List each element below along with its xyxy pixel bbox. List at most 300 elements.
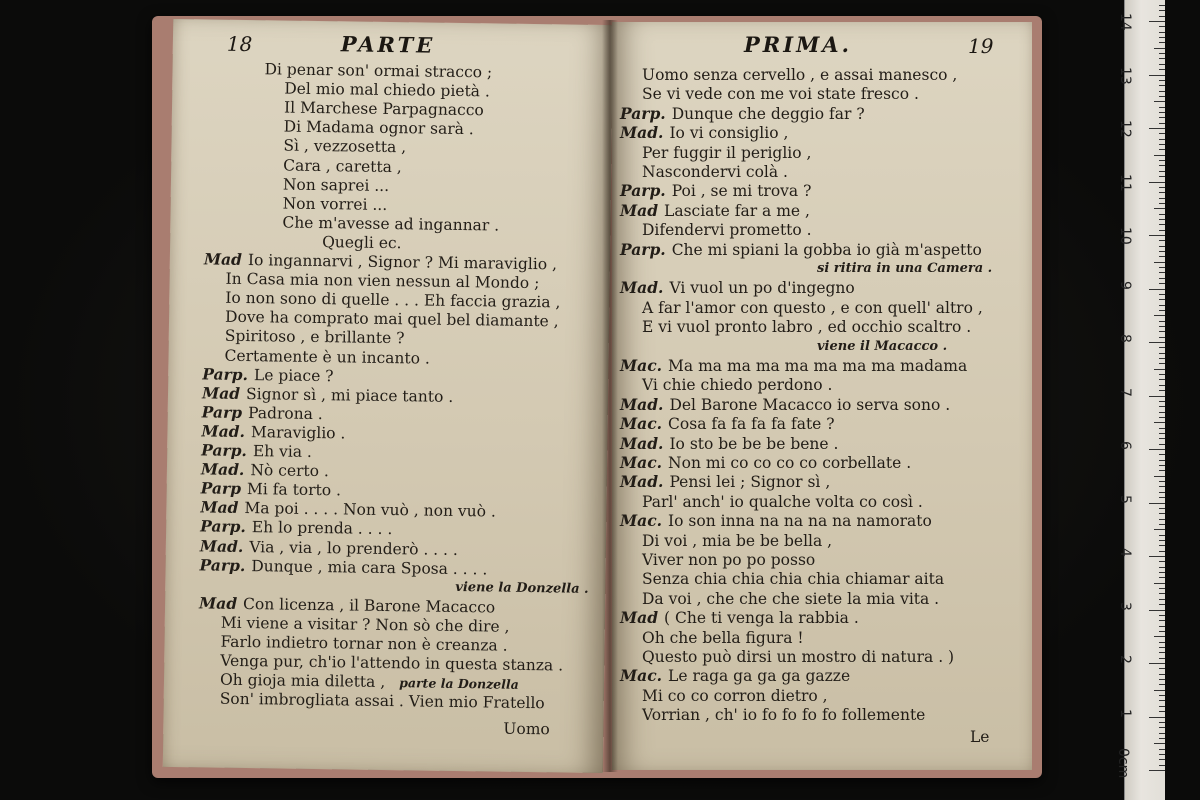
ruler-tick	[1149, 182, 1165, 183]
line-text: Senza chia chia chia chia chiamar aita	[642, 570, 945, 589]
ruler-tick	[1159, 604, 1165, 605]
line-text: Da voi , che che che siete la mia vita .	[642, 589, 940, 608]
verse-line	[642, 221, 812, 239]
ruler-tick	[1149, 449, 1165, 450]
ruler-tick	[1159, 321, 1165, 322]
line-text: Dunque che deggio far ?	[671, 104, 865, 123]
ruler-tick	[1149, 717, 1165, 718]
speaker-name: Mad	[201, 383, 241, 403]
speaker-name: Mad.	[201, 421, 246, 441]
ruler-tick	[1159, 765, 1165, 766]
ruler-tick	[1159, 658, 1165, 659]
ruler-tick	[1159, 513, 1165, 514]
ruler-number: 11	[1117, 173, 1133, 192]
speaker-name: Parp.	[200, 516, 246, 537]
ruler-number: 4	[1117, 548, 1133, 557]
right-page-number: 19	[968, 34, 994, 58]
ruler-tick	[1159, 347, 1165, 348]
verse-line	[201, 422, 345, 442]
ruler-tick	[1159, 460, 1165, 461]
ruler-tick	[1159, 176, 1165, 177]
stage-aside: parte la Donzella	[399, 675, 519, 693]
line-text: Io ingannarvi , Signor ? Mi maraviglio ,	[247, 251, 558, 274]
ruler-tick	[1159, 545, 1165, 546]
verse-line	[620, 435, 838, 453]
ruler-number: 2	[1117, 655, 1133, 664]
ruler-number: 7	[1117, 387, 1133, 397]
line-text: Spiritoso , e brillante ?	[224, 327, 405, 348]
line-text: Che m'avesse ad ingannar .	[282, 213, 500, 235]
ruler-tick	[1159, 722, 1165, 723]
verse-line	[620, 454, 911, 472]
ruler-tick	[1154, 743, 1165, 744]
speaker-name: Mac.	[620, 511, 663, 531]
speaker-name: Mad	[620, 608, 659, 628]
verse-line	[642, 493, 923, 511]
left-page	[163, 19, 613, 773]
ruler-tick	[1159, 519, 1165, 520]
ruler-number: 12	[1117, 120, 1133, 138]
ruler-number: 3	[1117, 601, 1133, 611]
verse-line	[264, 60, 492, 81]
book-gutter	[602, 20, 618, 772]
ruler-tick	[1154, 262, 1165, 263]
ruler-tick	[1159, 412, 1165, 413]
ruler-tick	[1159, 700, 1165, 701]
ruler-tick	[1149, 556, 1165, 557]
line-text: Nascondervi colà .	[642, 163, 788, 181]
ruler-tick	[1149, 610, 1165, 611]
ruler-tick	[1149, 770, 1165, 771]
ruler-tick	[1149, 128, 1165, 129]
ruler-tick	[1159, 310, 1165, 311]
right-page	[612, 22, 1032, 770]
ruler-tick	[1159, 433, 1165, 434]
ruler-tick	[1159, 684, 1165, 685]
ruler-tick	[1159, 593, 1165, 594]
speaker-name: Mac.	[620, 666, 663, 686]
ruler-tick	[1159, 444, 1165, 445]
ruler-tick	[1159, 358, 1165, 359]
speaker-name: Parp	[201, 402, 243, 422]
ruler-tick	[1159, 58, 1165, 59]
line-text: Se vi vede con me voi state fresco .	[642, 85, 919, 104]
speaker-name: Mac.	[620, 453, 663, 472]
line-text: Viver non po po posso	[642, 551, 816, 569]
ruler-tick	[1159, 133, 1165, 134]
ruler-tick	[1159, 299, 1165, 300]
verse-line	[322, 233, 402, 252]
line-text: Via , via , lo prenderò . . . .	[249, 537, 459, 559]
verse-line	[642, 648, 954, 666]
ruler-tick	[1159, 246, 1165, 247]
speaker-name: Mad.	[200, 459, 245, 480]
ruler-tick	[1159, 272, 1165, 273]
line-text: Cara , caretta ,	[283, 156, 402, 176]
line-text: In Casa mia non vien nessun al Mondo ;	[225, 269, 540, 293]
line-text: Nò certo .	[250, 461, 330, 481]
ruler-tick	[1159, 706, 1165, 707]
ruler-tick	[1154, 155, 1165, 156]
line-text: Maraviglio .	[250, 422, 346, 443]
verse-line	[220, 690, 545, 713]
line-text: Di Madama ognor sarà .	[283, 117, 474, 139]
ruler-number: 14	[1117, 13, 1133, 31]
ruler-tick	[1159, 42, 1165, 43]
ruler-tick	[1159, 10, 1165, 11]
verse-line	[620, 241, 982, 259]
ruler-tick	[1159, 305, 1165, 306]
ruler-tick	[1154, 529, 1165, 530]
line-text: Non mi co co co co corbellate .	[668, 454, 912, 472]
ruler-tick	[1159, 577, 1165, 578]
ruler-tick	[1149, 21, 1165, 22]
verse-line	[620, 396, 950, 414]
ruler-tick	[1159, 631, 1165, 632]
line-text: Eh lo prenda . . . .	[251, 518, 393, 539]
ruler-tick	[1159, 561, 1165, 562]
ruler-tick	[1149, 396, 1165, 397]
ruler-tick	[1154, 476, 1165, 477]
ruler-tick	[1149, 235, 1165, 236]
verse-line	[642, 629, 804, 647]
ruler-tick	[1154, 369, 1165, 370]
speaker-name: Parp	[200, 478, 242, 499]
ruler-tick	[1159, 326, 1165, 327]
ruler-tick	[1159, 749, 1165, 750]
verse-line	[642, 318, 971, 336]
line-text: Signor sì , mi piace tanto .	[245, 384, 454, 406]
ruler-tick	[1159, 198, 1165, 199]
stage-direction: viene la Donzella .	[455, 579, 589, 597]
ruler-tick	[1159, 647, 1165, 648]
ruler-tick	[1159, 674, 1165, 675]
ruler-tick	[1159, 117, 1165, 118]
speaker-name: Mad.	[620, 472, 664, 492]
ruler-tick	[1159, 80, 1165, 81]
line-text: Venga pur, ch'io l'attendo in questa stanza .	[220, 651, 564, 675]
line-text: Difendervi prometto .	[642, 221, 812, 240]
ruler-tick	[1159, 385, 1165, 386]
verse-line	[620, 609, 859, 627]
verse-line	[620, 512, 932, 530]
speaker-name: Mad	[203, 249, 243, 269]
speaker-name: Parp.	[620, 103, 666, 123]
line-text: Oh gioja mia diletta ,	[219, 670, 386, 692]
ruler-tick	[1149, 342, 1165, 343]
ruler-tick	[1159, 540, 1165, 541]
line-text: Per fuggir il periglio ,	[642, 143, 812, 162]
line-text: Io non sono di quelle . . . Eh faccia grazia ,	[225, 288, 561, 312]
line-text: Di penar son' ormai stracco ;	[264, 60, 493, 82]
measuring-ruler	[1115, 0, 1165, 800]
line-text: Certamente è un incanto .	[224, 346, 431, 368]
verse-line	[642, 687, 828, 705]
ruler-tick	[1159, 283, 1165, 284]
line-text: Il Marchese Parpagnacco	[283, 98, 484, 120]
speaker-name: Mad	[198, 593, 238, 613]
left-page-number: 18	[226, 31, 253, 57]
line-text: Le raga ga ga ga gazze	[668, 667, 851, 686]
line-text: Le piace ?	[253, 365, 334, 385]
ruler-tick	[1159, 374, 1165, 375]
line-text: Vi vuol un po d'ingegno	[669, 279, 855, 298]
verse-line	[202, 365, 334, 385]
ruler-tick	[1159, 642, 1165, 643]
line-text: Lasciate far a me ,	[664, 201, 810, 220]
ruler-tick	[1159, 524, 1165, 525]
ruler-tick	[1159, 203, 1165, 204]
ruler-tick	[1159, 278, 1165, 279]
speaker-name: Parp.	[202, 363, 249, 384]
line-text: Sì , vezzosetta ,	[283, 136, 407, 157]
verse-line	[642, 144, 811, 162]
verse-line	[201, 460, 329, 480]
line-text: Del Barone Macacco io serva sono .	[669, 395, 951, 414]
ruler-tick	[1159, 508, 1165, 509]
ruler-tick	[1159, 615, 1165, 616]
ruler-tick	[1159, 337, 1165, 338]
ruler-tick	[1154, 690, 1165, 691]
speaker-name: Mac.	[620, 356, 663, 375]
ruler-tick	[1159, 112, 1165, 113]
verse-line	[642, 532, 832, 550]
line-text: Questo può dirsi un mostro di natura . )	[642, 648, 955, 666]
speaker-name: Parp.	[620, 239, 666, 259]
verse-line	[620, 124, 788, 142]
ruler-tick	[1159, 727, 1165, 728]
ruler-number: 13	[1117, 66, 1133, 85]
stage-direction: viene il Macacco .	[817, 338, 948, 354]
verse-line	[284, 118, 474, 139]
ruler-tick	[1159, 256, 1165, 257]
verse-line	[283, 156, 402, 176]
ruler-tick	[1159, 379, 1165, 380]
verse-line	[201, 480, 342, 500]
line-text: Dunque , mia cara Sposa . . . .	[251, 556, 488, 578]
line-text: Ma poi . . . . Non vuò , non vuò .	[244, 499, 496, 521]
ruler-tick	[1159, 64, 1165, 65]
ruler-tick	[1159, 26, 1165, 27]
verse-line	[620, 667, 850, 685]
ruler-tick	[1159, 759, 1165, 760]
speaker-name: Mad.	[199, 535, 244, 556]
line-text: Farlo indietro tornar non è creanza .	[220, 632, 508, 655]
left-running-head: PARTE	[340, 31, 436, 58]
ruler-tick	[1159, 149, 1165, 150]
ruler-tick	[1159, 652, 1165, 653]
verse-line	[283, 137, 406, 157]
ruler-tick	[1159, 465, 1165, 466]
line-text: Ma ma ma ma ma ma ma ma madama	[668, 357, 968, 375]
line-text: Dove ha comprato mai quel bel diamante ,	[224, 308, 559, 331]
ruler-tick	[1159, 626, 1165, 627]
right-catchword: Le	[970, 728, 990, 746]
verse-line	[224, 346, 430, 367]
speaker-name: Parp.	[199, 554, 246, 575]
ruler-tick	[1149, 503, 1165, 504]
ruler-tick	[1154, 422, 1165, 423]
line-text: Che mi spiani la gobba io già m'aspetto	[671, 240, 982, 259]
verse-line	[284, 99, 484, 120]
speaker-name: Mad.	[620, 433, 664, 453]
line-text: Vi chie chiedo perdono .	[642, 376, 833, 395]
line-text: Uomo senza cervello , e assai manesco ,	[642, 66, 958, 84]
ruler-tick	[1159, 470, 1165, 471]
line-text: ( Che ti venga la rabbia .	[664, 609, 859, 628]
line-text: Poi , se mi trova ?	[671, 182, 812, 201]
verse-line	[199, 556, 487, 578]
verse-line	[202, 403, 323, 423]
ruler-tick	[1159, 679, 1165, 680]
verse-line	[642, 551, 815, 569]
verse-line	[200, 518, 392, 539]
ruler-tick	[1159, 668, 1165, 669]
ruler-tick	[1159, 738, 1165, 739]
ruler-tick	[1159, 620, 1165, 621]
ruler-tick	[1159, 454, 1165, 455]
ruler-tick	[1159, 5, 1165, 6]
speaker-name: Mad	[200, 497, 239, 518]
ruler-tick	[1159, 588, 1165, 589]
ruler-tick	[1159, 331, 1165, 332]
ruler-tick	[1159, 567, 1165, 568]
ruler-tick	[1159, 733, 1165, 734]
ruler-tick	[1149, 663, 1165, 664]
verse-line	[284, 80, 490, 101]
line-text: Io sto be be be bene .	[669, 434, 839, 453]
ruler-tick	[1159, 160, 1165, 161]
ruler-tick	[1159, 123, 1165, 124]
speaker-name: Mad.	[620, 394, 664, 414]
ruler-tick	[1159, 96, 1165, 97]
ruler-tick	[1159, 353, 1165, 354]
ruler-tick	[1159, 754, 1165, 755]
ruler-tick	[1159, 69, 1165, 70]
ruler-tick	[1159, 481, 1165, 482]
verse-line	[620, 202, 810, 220]
verse-line	[620, 105, 865, 123]
line-text: A far l'amor con questo , e con quell' altro ,	[642, 298, 983, 317]
ruler-unit-label: 0cm	[1115, 748, 1131, 779]
speaker-name: Parp.	[201, 440, 248, 461]
left-catchword: Uomo	[503, 719, 550, 739]
line-text: Io vi consiglio ,	[669, 124, 789, 143]
ruler-tick	[1159, 91, 1165, 92]
verse-line	[201, 441, 312, 461]
ruler-tick	[1159, 599, 1165, 600]
line-text: Con licenza , il Barone Macacco	[243, 594, 496, 617]
line-text: Parl' anch' io qualche volta co così .	[642, 492, 923, 511]
ruler-tick	[1159, 294, 1165, 295]
verse-line	[620, 357, 967, 375]
ruler-tick	[1159, 230, 1165, 231]
ruler-tick	[1159, 417, 1165, 418]
verse-line	[620, 182, 811, 200]
verse-line	[642, 66, 957, 84]
verse-line	[282, 213, 499, 234]
ruler-tick	[1159, 406, 1165, 407]
line-text: Io son inna na na na na namorato	[668, 512, 932, 531]
ruler-tick	[1149, 75, 1165, 76]
stage-direction: si ritira in una Camera .	[817, 261, 993, 276]
ruler-number: 5	[1117, 494, 1133, 504]
ruler-tick	[1159, 224, 1165, 225]
ruler-tick	[1159, 214, 1165, 215]
ruler-tick	[1159, 572, 1165, 573]
ruler-tick	[1154, 101, 1165, 102]
verse-line	[642, 85, 919, 103]
ruler-tick	[1159, 363, 1165, 364]
speaker-name: Mad	[620, 200, 659, 220]
ruler-tick	[1159, 192, 1165, 193]
verse-line	[642, 163, 788, 181]
verse-line	[642, 376, 832, 394]
ruler-tick	[1159, 85, 1165, 86]
ruler-tick	[1159, 32, 1165, 33]
ruler-tick	[1159, 144, 1165, 145]
ruler-tick	[1159, 486, 1165, 487]
line-text: Oh che bella figura !	[642, 628, 804, 647]
ruler-tick	[1159, 139, 1165, 140]
ruler-tick	[1159, 492, 1165, 493]
line-text: Padrona .	[247, 403, 323, 423]
speaker-name: Mad.	[620, 123, 664, 143]
line-text: Quegli ec.	[322, 232, 402, 253]
speaker-name: Mad.	[620, 278, 664, 298]
verse-line	[283, 175, 389, 194]
ruler-tick	[1159, 438, 1165, 439]
ruler-tick	[1159, 428, 1165, 429]
ruler-tick	[1159, 267, 1165, 268]
ruler-tick	[1159, 37, 1165, 38]
ruler-number: 6	[1117, 441, 1133, 450]
line-text: Vorrian , ch' io fo fo fo fo follemente	[642, 706, 926, 725]
ruler-tick	[1159, 401, 1165, 402]
speaker-name: Mac.	[620, 414, 663, 434]
ruler-tick	[1159, 107, 1165, 108]
line-text: Pensi lei ; Signor sì ,	[669, 473, 831, 492]
ruler-tick	[1159, 16, 1165, 17]
verse-line	[642, 590, 939, 608]
ruler-tick	[1159, 551, 1165, 552]
ruler-tick	[1154, 583, 1165, 584]
ruler-tick	[1159, 171, 1165, 172]
speaker-name: Parp.	[620, 181, 666, 201]
verse-line	[620, 279, 855, 297]
verse-line	[642, 299, 983, 317]
ruler-tick	[1154, 636, 1165, 637]
ruler-tick	[1159, 711, 1165, 712]
ruler-tick	[1154, 48, 1165, 49]
ruler-tick	[1159, 240, 1165, 241]
ruler-tick	[1154, 208, 1165, 209]
line-text: Del mio mal chiedo pietà .	[284, 79, 490, 101]
ruler-number: 10	[1117, 227, 1133, 245]
ruler-tick	[1159, 251, 1165, 252]
ruler-tick	[1154, 315, 1165, 316]
line-text: Non vorrei ...	[282, 194, 388, 214]
ruler-tick	[1159, 165, 1165, 166]
line-text: Di voi , mia be be bella ,	[642, 531, 833, 550]
line-text: E vi vuol pronto labro , ed occhio scaltro .	[642, 318, 972, 337]
ruler-number: 1	[1117, 708, 1133, 718]
ruler-tick	[1149, 289, 1165, 290]
verse-line	[620, 415, 835, 433]
ruler-number: 8	[1117, 334, 1133, 343]
ruler-number: 9	[1117, 280, 1133, 290]
line-text: Mi viene a visitar ? Non sò che dire ,	[220, 613, 510, 636]
